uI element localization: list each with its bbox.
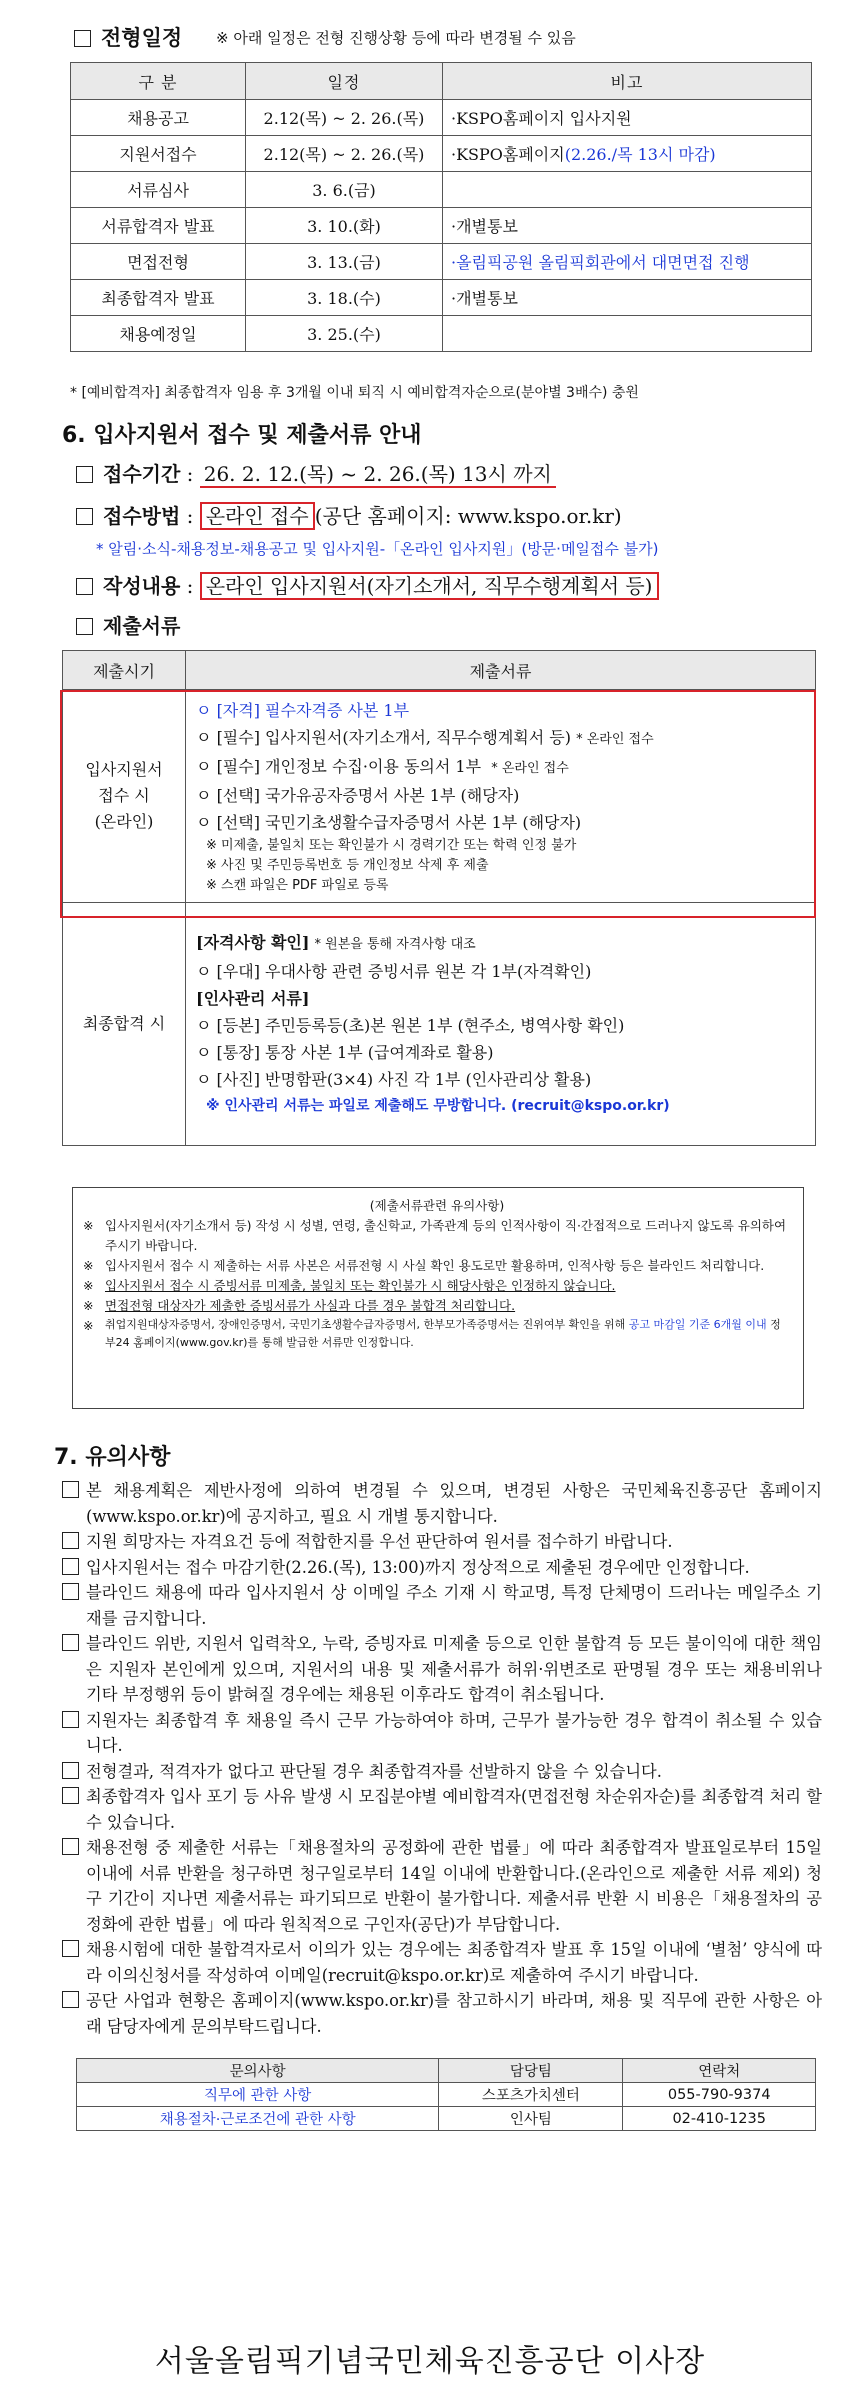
list-item: 지원 희망자는 자격요건 등에 적합한지를 우선 판단하여 원서를 접수하기 바랍니다. xyxy=(62,1529,822,1555)
list-item: 채용시험에 대한 불합격자로서 이의가 있는 경우에는 최종합격자 발표 후 15일 이내에 ‘별첨’ 양식에 따라 이의신청서를 작성하여 이메일(recruit@kspo.or.kr)로 제출하여 주시기 바랍니다. xyxy=(62,1937,822,1988)
checkbox-icon xyxy=(62,1558,79,1575)
content-row: 작성내용 : 온라인 입사지원서(자기소개서, 직무수행계획서 등) xyxy=(76,570,659,599)
checkbox-icon xyxy=(62,1838,79,1855)
prelim-note: * [예비합격자] 최종합격자 임용 후 3개월 이내 퇴직 시 예비합격자순으로(분야별 3배수) 충원 xyxy=(70,385,639,401)
checkbox-icon xyxy=(62,1762,79,1779)
table-row: 최종합격 시 [자격사항 확인] * 원본을 통해 자격사항 대조 ㅇ [우대] 우대사항 관련 증빙서류 원본 각 1부(자격확인) [인사관리 서류] ㅇ [등본] 주민등록등(초)본 원본 1부 (현주소, 병역사항 확인) ㅇ [통장] 통장 사본 1부 (급여계좌로 활용) ㅇ [사진] 반명함판(3×4) 사진 각 1부 (인사관리상 활용) ※ 인사관리 서류는 파일로 제출해도 무방합니다. (recruit@kspo.or.kr) xyxy=(63,903,816,1146)
list-item: ※ 입사지원서 접수 시 증빙서류 미제출, 불일치 또는 확인불가 시 해당사항은 인정하지 않습니다. xyxy=(83,1278,616,1293)
list-item: 블라인드 채용에 따라 입사지원서 상 이메일 주소 기재 시 학교명, 특정 단체명이 드러나는 메일주소 기재를 금지합니다. xyxy=(62,1580,822,1631)
list-item: 채용전형 중 제출한 서류는「채용절차의 공정화에 관한 법률」에 따라 최종합격자 발표일로부터 15일 이내에 서류 반환을 청구하면 청구일로부터 14일 이내에 반환합니다.(온라인으로 제출한 서류 제외) 청구 기간이 지나면 제출서류는 파기되므로 반환이 불가합니다. 제출서류 반환 시 비용은「채용절차의 공정화에 관한 법률」에 따라 원칙적으로 구인자(공단)가 부담합니다. xyxy=(62,1835,822,1937)
section6-title: 6. 입사지원서 접수 및 제출서류 안내 xyxy=(62,423,422,448)
list-item: ㅇ [자격] 필수자격증 사본 1부 xyxy=(196,700,410,720)
checkbox-icon xyxy=(62,1634,79,1651)
section7-title: 7. 유의사항 xyxy=(54,1445,171,1470)
checkbox-icon xyxy=(62,1711,79,1728)
period-row: 접수기간 : 26. 2. 12.(목) ~ 2. 26.(목) 13시 까지 xyxy=(76,458,556,487)
list-item: ㅇ [필수] 개인정보 수집·이용 동의서 1부 * 온라인 접수 xyxy=(196,756,569,776)
checkbox-icon xyxy=(76,618,93,635)
checkbox-icon xyxy=(62,1481,79,1498)
list-item: ※ 입사지원서(자기소개서 등) 작성 시 성별, 연령, 출신학교, 가족관계 등의 인적사항이 직·간접적으로 드러나지 않도록 유의하여 주시기 바랍니다. xyxy=(83,1218,787,1253)
checkbox-icon xyxy=(62,1532,79,1549)
schedule-title: 전형일정 xyxy=(74,22,182,52)
list-item: ㅇ [등본] 주민등록등(초)본 원본 1부 (현주소, 병역사항 확인) xyxy=(196,1015,625,1035)
list-item: 블라인드 위반, 지원서 입력착오, 누락, 증빙자료 미제출 등으로 인한 불합격 등 모든 불이익에 대한 책임은 지원자 본인에게 있으며, 지원서의 내용 및 제출서류가 허위·위변조로 판명될 경우 또는 채용비위나 기타 부정행위 등이 밝혀질 경우에는 채용된 이후라도 합격이 취소됩니다. xyxy=(62,1631,822,1708)
footer-signature: 서울올림픽기념국민체육진흥공단 이사장 xyxy=(154,2344,706,2379)
list-item: 본 채용계획은 제반사정에 의하여 변경될 수 있으며, 변경된 사항은 국민체육진흥공단 홈페이지(www.kspo.or.kr)에 공지하고, 필요 시 개별 통지합니다. xyxy=(62,1478,822,1529)
checkbox-icon xyxy=(62,1940,79,1957)
list-item: ㅇ [통장] 통장 사본 1부 (급여계좌로 활용) xyxy=(196,1042,494,1062)
method-note: * 알림·소식-채용정보-채용공고 및 입사지원-「온라인 입사지원」(방문·메일접수 불가) xyxy=(96,540,659,558)
content-value: 온라인 입사지원서(자기소개서, 직무수행계획서 등) xyxy=(200,572,659,600)
table-row: 채용공고 2.12(목) ~ 2. 26.(목) ·KSPO홈페이지 입사지원 xyxy=(71,100,812,136)
checkbox-icon xyxy=(76,466,93,483)
list-item: 입사지원서는 접수 마감기한(2.26.(목), 13:00)까지 정상적으로 제출된 경우에만 인정합니다. xyxy=(62,1555,822,1581)
checkbox-icon xyxy=(74,30,91,47)
subm-header-docs: 제출서류 xyxy=(186,651,816,690)
list-item: ※ 취업지원대상자증명서, 장애인증명서, 국민기초생활수급자증명서, 한부모가족증명서는 진위여부 확인을 위해 공고 마감일 기준 6개월 이내 정부24 홈페이지(www.gov.kr)를 통해 발급한 서류만 인정합니다. xyxy=(83,1318,781,1349)
table-row: 서류심사 3. 6.(금) xyxy=(71,172,812,208)
method-value: 온라인 접수 xyxy=(200,502,315,530)
table-row: 직무에 관한 사항 스포츠가치센터 055-790-9374 xyxy=(77,2083,816,2107)
period-value: 26. 2. 12.(목) ~ 2. 26.(목) 13시 까지 xyxy=(200,462,556,488)
contact-table: 문의사항 담당팀 연락처 직무에 관한 사항 스포츠가치센터 055-790-9374 채용절차·근로조건에 관한 사항 인사팀 02-410-1235 xyxy=(76,2058,816,2131)
table-row: 지원서접수 2.12(목) ~ 2. 26.(목) ·KSPO홈페이지(2.26./목 13시 마감) xyxy=(71,136,812,172)
list-item: 최종합격자 입사 포기 등 사유 발생 시 모집분야별 예비합격자(면접전형 차순위자순)를 최종합격 처리 할 수 있습니다. xyxy=(62,1784,822,1835)
method-row: 접수방법 : 온라인 접수 (공단 홈페이지: www.kspo.or.kr) xyxy=(76,500,622,529)
caution-box: (제출서류관련 유의사항) ※ 입사지원서(자기소개서 등) 작성 시 성별, 연령, 출신학교, 가족관계 등의 인적사항이 직·간접적으로 드러나지 않도록 유의하여 주시기 바랍니다. ※ 입사지원서 접수 시 제출하는 서류 사본은 서류전형 시 사실 확인 용도로만 활용하며, 인적사항 등은 블라인드 처리합니다. ※ 입사지원서 접수 시 증빙서류 미제출, 불일치 또는 확인불가 시 해당사항은 인정하지 않습니다. ※ 면접전형 대상자가 제출한 증빙서류가 사실과 다를 경우 불합격 처리합니다. ※ 취업지원대상자증명서, 장애인증명서, 국민기초생활수급자증명서, 한부모가족증명서는 진위여부 확인을 위해 공고 마감일 기준 6개월 이내 정부24 홈페이지(www.gov.kr)를 통해 발급한 서류만 인정합니다. xyxy=(72,1187,804,1409)
list-item: 전형결과, 적격자가 없다고 판단될 경우 최종합격자를 선발하지 않을 수 있습니다. xyxy=(62,1759,822,1785)
list-item: ※ 면접전형 대상자가 제출한 증빙서류가 사실과 다를 경우 불합격 처리합니다. xyxy=(83,1298,516,1313)
submission-table xyxy=(62,650,816,1146)
schedule-header-item: 구 분 xyxy=(71,63,246,100)
table-row: 입사지원서 접수 시 (온라인) ㅇ [자격] 필수자격증 사본 1부 ㅇ [필수] 입사지원서(자기소개서, 직무수행계획서 등) * 온라인 접수 ㅇ [필수] 개인정보 수집·이용 동의서 1부 * 온라인 접수 ㅇ [선택] 국가유공자증명서 사본 1부 (해당자) ㅇ [선택] 국민기초생활수급자증명서 사본 1부 (해당자) ※ 미제출, 불일치 또는 확인불가 시 경력기간 또는 학력 인정 불가 ※ 사진 및 주민등록번호 등 개인정보 삭제 후 제출 ※ 스캔 파일은 PDF 파일로 등록 xyxy=(63,690,816,903)
list-item: ㅇ [필수] 입사지원서(자기소개서, 직무수행계획서 등) * 온라인 접수 xyxy=(196,727,654,747)
table-row: 채용예정일 3. 25.(수) xyxy=(71,316,812,352)
table-row: 서류합격자 발표 3. 10.(화) ·개별통보 xyxy=(71,208,812,244)
schedule-note: ※ 아래 일정은 전형 진행상황 등에 따라 변경될 수 있음 xyxy=(216,29,576,47)
checkbox-icon xyxy=(76,578,93,595)
schedule-header-date: 일정 xyxy=(246,63,443,100)
docs-row: 제출서류 xyxy=(76,610,180,639)
list-item: 지원자는 최종합격 후 채용일 즉시 근무 가능하여야 하며, 근무가 불가능한 경우 합격이 취소될 수 있습니다. xyxy=(62,1708,822,1759)
table-row: 채용절차·근로조건에 관한 사항 인사팀 02-410-1235 xyxy=(77,2107,816,2131)
notes-list xyxy=(62,1478,822,2039)
list-item: ㅇ [선택] 국민기초생활수급자증명서 사본 1부 (해당자) xyxy=(196,812,582,832)
schedule-table xyxy=(70,62,812,352)
checkbox-icon xyxy=(62,1787,79,1804)
list-item: ※ 입사지원서 접수 시 제출하는 서류 사본은 서류전형 시 사실 확인 용도로만 활용하며, 인적사항 등은 블라인드 처리합니다. xyxy=(83,1258,765,1273)
checkbox-icon xyxy=(76,508,93,525)
list-item: 공단 사업과 현황은 홈페이지(www.kspo.or.kr)를 참고하시기 바라며, 채용 및 직무에 관한 사항은 아래 담당자에게 문의부탁드립니다. xyxy=(62,1988,822,2039)
list-item: ㅇ [선택] 국가유공자증명서 사본 1부 (해당자) xyxy=(196,785,520,805)
table-row: 최종합격자 발표 3. 18.(수) ·개별통보 xyxy=(71,280,812,316)
subm-header-when: 제출시기 xyxy=(63,651,186,690)
list-item: ㅇ [사진] 반명함판(3×4) 사진 각 1부 (인사관리상 활용) xyxy=(196,1069,592,1089)
schedule-header-remark: 비고 xyxy=(443,63,812,100)
table-row: 면접전형 3. 13.(금) ·올림픽공원 올림픽회관에서 대면면접 진행 xyxy=(71,244,812,280)
checkbox-icon xyxy=(62,1991,79,2008)
checkbox-icon xyxy=(62,1583,79,1600)
